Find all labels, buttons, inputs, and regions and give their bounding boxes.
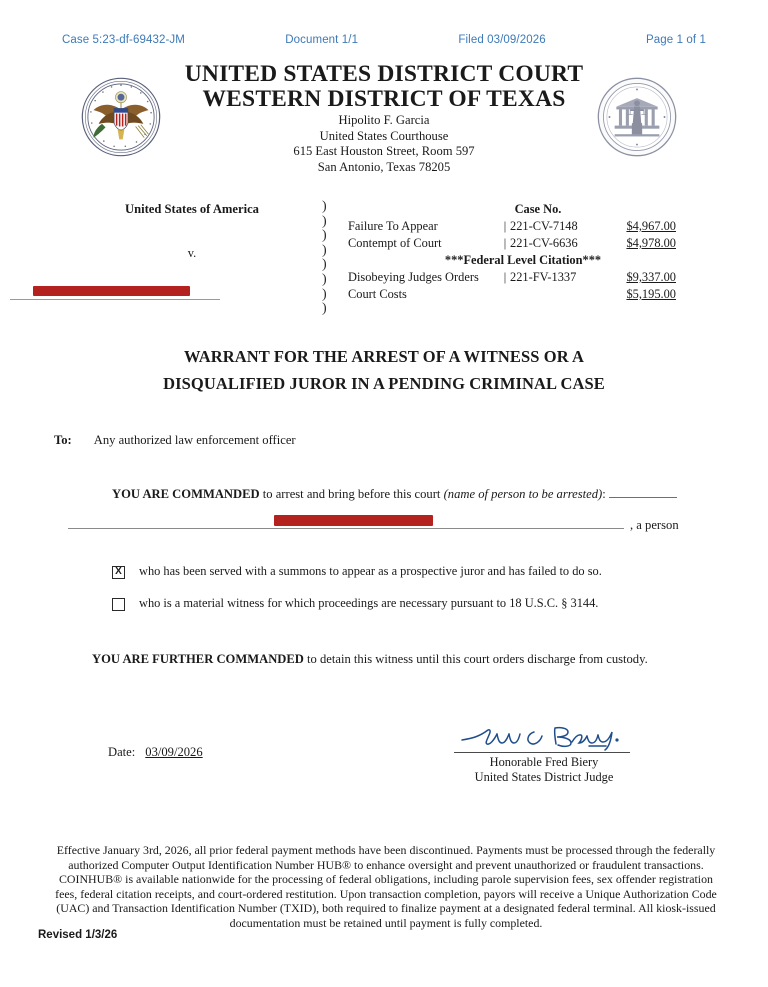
date-row [108, 745, 209, 760]
option-row-prospective-juror[interactable] [112, 564, 602, 579]
revised-stamp: Revised 1/3/26 [38, 929, 118, 941]
ecf-document-number: Document 1/1 [285, 34, 359, 46]
judge-signature-icon [454, 722, 630, 752]
charge-amount: $5,195.00 [626, 287, 676, 301]
court-title-block [0, 62, 768, 174]
signature-block [454, 722, 634, 784]
ecf-page-number: Page 1 of 1 [646, 34, 706, 46]
command-paragraph [112, 486, 712, 503]
date-value: 03/09/2026 [145, 745, 203, 759]
judge-name: Honorable Fred Biery [489, 755, 599, 769]
ecf-case-number: Case 5:23-df-69432-JM [62, 34, 185, 46]
table-row [348, 269, 688, 286]
table-row [348, 286, 688, 303]
defendant-name-line [10, 298, 220, 300]
checkbox-material-witness[interactable] [112, 598, 125, 611]
courthouse-city: San Antonio, Texas 78205 [317, 159, 451, 174]
charge-name: Failure To Appear [348, 219, 438, 233]
command-inline-blank [609, 486, 677, 498]
federal-level-citation-note: ***Federal Level Citation*** [444, 253, 602, 267]
date-label: Date: [108, 745, 136, 759]
option-row-material-witness[interactable] [112, 596, 598, 611]
option-label-material-witness: who is a material witness for which proceedings are necessary pursuant to 18 U.S.C. § 3144. [139, 596, 599, 610]
charge-separator: | [503, 270, 507, 284]
command-colon: : [602, 487, 606, 501]
courthouse-name: United States Courthouse [319, 128, 449, 143]
judge-title: United States District Judge [474, 769, 614, 784]
page-title [0, 343, 768, 397]
plaintiff-name: United States of America [125, 202, 259, 216]
charge-name: Contempt of Court [348, 236, 442, 250]
charge-separator: | [503, 219, 507, 233]
charge-case-number: 221-CV-6636 [510, 236, 578, 250]
court-name-line-2: WESTERN DISTRICT OF TEXAS [202, 86, 566, 112]
further-command-text: to detain this witness until this court orders discharge from custody. [303, 652, 648, 666]
caption-paren-divider: ) ) ) ) ) ) ) ) [322, 199, 327, 317]
table-row [348, 235, 688, 252]
redaction-bar-defendant [33, 286, 190, 296]
charge-amount: $9,337.00 [626, 270, 676, 284]
warrant-title-line-2: DISQUALIFIED JUROR IN A PENDING CRIMINAL CASE [163, 374, 605, 393]
addressee-row [54, 433, 296, 448]
command-text: to arrest and bring before this court [259, 487, 444, 501]
versus-label: v. [187, 246, 197, 260]
courthouse-street: 615 East Houston Street, Room 597 [293, 144, 475, 159]
redaction-bar-arrestee [274, 515, 433, 526]
payment-notice: Effective January 3rd, 2026, all prior federal payment methods have been discontinued. Payments must be processed through the federally authorized Computer Output Identification Number HUB® to enhance oversight and prevent unauthorized or fraudulent transactions. COINHUB® is available nationwide for the processing of federal obligations, including parole supervision fees, sex offender registration fees, federal citation receipts, and court-ordered restitution. Upon transaction completion, payors will receive a Unique Authorization Code (UAC) and Transaction Identification Number (TXID), both required to finalize payment at a designated federal terminal. All kiosk-issued documentation must be retained until payment is fully completed. [55, 843, 717, 930]
ecf-header [0, 34, 768, 46]
courthouse-building: Hipolito F. Garcia [338, 113, 430, 127]
charge-name: Disobeying Judges Orders [348, 270, 479, 284]
charge-amount: $4,967.00 [626, 219, 676, 233]
warrant-title-line-1: WARRANT FOR THE ARREST OF A WITNESS OR A [183, 347, 585, 366]
charge-name: Court Costs [348, 287, 407, 301]
charge-separator: | [503, 236, 507, 250]
further-command-bold-label: YOU ARE FURTHER COMMANDED [92, 652, 304, 666]
command-bold-label: YOU ARE COMMANDED [112, 487, 260, 501]
arrestee-trailing-text: , a person [630, 518, 679, 532]
checkbox-prospective-juror[interactable] [112, 566, 125, 579]
checkbox-mark: X [115, 565, 122, 577]
arrestee-name-rule [68, 528, 624, 529]
citation-table [348, 202, 688, 303]
case-caption [0, 199, 768, 322]
to-recipient: Any authorized law enforcement officer [93, 433, 296, 447]
ecf-filed-date: Filed 03/09/2026 [458, 34, 546, 46]
signature-rule [454, 752, 630, 753]
table-row [348, 218, 688, 235]
charge-amount: $4,978.00 [626, 236, 676, 250]
to-label: To: [54, 433, 72, 447]
court-name-line-1: UNITED STATES DISTRICT COURT [184, 61, 584, 87]
command-italic-hint: (name of person to be arrested) [443, 487, 603, 501]
case-no-header: Case No. [514, 202, 562, 216]
further-command-paragraph [92, 652, 648, 667]
charge-case-number: 221-FV-1337 [510, 270, 577, 284]
charge-case-number: 221-CV-7148 [510, 219, 578, 233]
caption-party-column [76, 202, 308, 261]
option-label-prospective-juror: who has been served with a summons to appear as a prospective juror and has failed to do so. [139, 564, 602, 578]
